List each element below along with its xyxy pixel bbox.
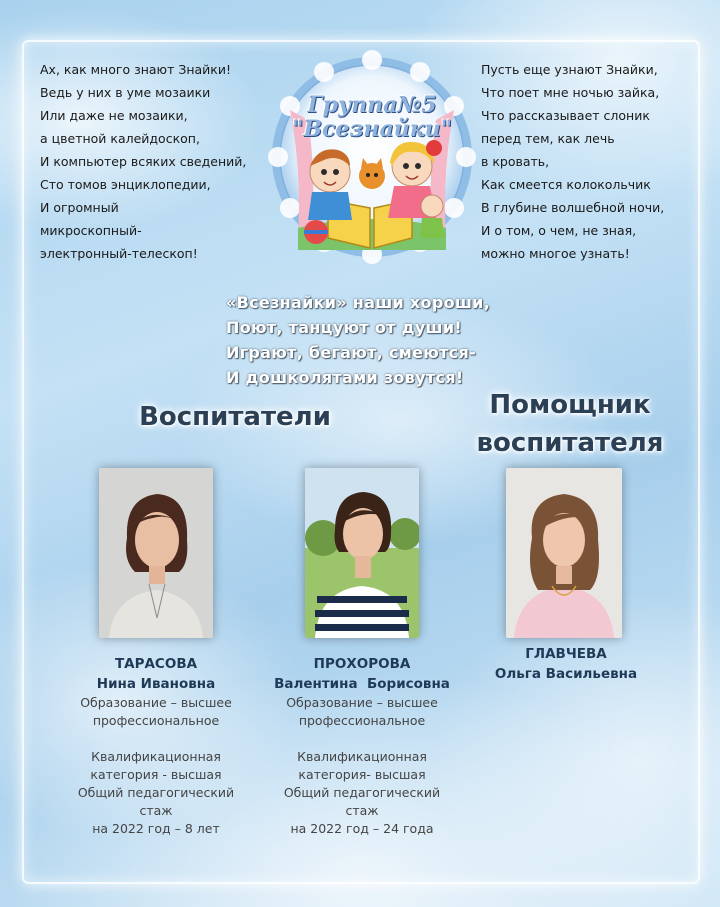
- staff-education: Образование – высшее: [286, 695, 438, 710]
- staff-experience-cont: стаж: [345, 803, 379, 818]
- heading-assistant-line2: воспитателя: [476, 428, 664, 458]
- staff-surname: ПРОХОРОВА: [313, 656, 411, 672]
- logo-title-line2: "Всезнайки": [291, 116, 453, 142]
- heading-educators: Воспитатели: [139, 402, 331, 432]
- staff-given-name: Ольга Васильевна: [494, 666, 638, 682]
- staff-education-cont: профессиональное: [92, 713, 220, 728]
- poem-line: Что рассказывает слоник: [481, 108, 650, 123]
- poem-line: Ведь у них в уме мозаики: [40, 85, 211, 100]
- staff-experience-value: на 2022 год – 8 лет: [92, 821, 220, 836]
- verse-line: Играют, бегают, смеются-: [226, 343, 476, 362]
- poem-line: Как смеется колокольчик: [481, 177, 651, 192]
- staff-card-glavcheva: [466, 644, 666, 684]
- poem-line: Пусть еще узнают Знайки,: [481, 62, 658, 77]
- staff-category: Квалификационная: [91, 749, 221, 764]
- heading-assistant-line1: Помощник: [489, 390, 651, 420]
- poem-line: перед тем, как лечь: [481, 131, 615, 146]
- group-logo: [268, 50, 476, 264]
- poem-line: Что поет мне ночью зайка,: [481, 85, 660, 100]
- poem-line: в кровать,: [481, 154, 550, 169]
- poem-left: [40, 58, 246, 265]
- staff-surname: ТАРАСОВА: [114, 656, 198, 672]
- poem-line: микроскопный-: [40, 223, 142, 238]
- staff-given-name: Валентина Борисовна: [274, 676, 450, 692]
- verse-line: «Всезнайки» наши хороши,: [226, 293, 491, 312]
- poem-line: а цветной калейдоскоп,: [40, 131, 200, 146]
- photo-prohorova: [305, 468, 419, 638]
- staff-category-cont: категория - высшая: [90, 767, 222, 782]
- verse-line: И дошколятами зовутся!: [226, 368, 464, 387]
- poem-right: [481, 58, 664, 265]
- verse-line: Поют, танцуют от души!: [226, 318, 462, 337]
- staff-given-name: Нина Ивановна: [96, 676, 216, 692]
- staff-card-tarasova: [56, 654, 256, 838]
- staff-experience-cont: стаж: [139, 803, 173, 818]
- poem-line: И о том, о чем, не зная,: [481, 223, 637, 238]
- logo-title-line1: Группа№5: [307, 92, 437, 118]
- staff-experience: Общий педагогический: [77, 785, 235, 800]
- poem-line: И огромный: [40, 200, 119, 215]
- poem-line: Или даже не мозаики,: [40, 108, 188, 123]
- logo-illustration: [268, 50, 476, 264]
- staff-experience-value: на 2022 год – 24 года: [290, 821, 434, 836]
- poem-line: И компьютер всяких сведений,: [40, 154, 247, 169]
- staff-education: Образование – высшее: [80, 695, 232, 710]
- staff-experience: Общий педагогический: [283, 785, 441, 800]
- staff-card-prohorova: [262, 654, 462, 838]
- photo-glavcheva: [506, 468, 622, 638]
- poem-line: можно многое узнать!: [481, 246, 630, 261]
- staff-category-cont: категория- высшая: [298, 767, 426, 782]
- poem-line: В глубине волшебной ночи,: [481, 200, 665, 215]
- photo-tarasova: [99, 468, 213, 638]
- poem-line: электронный-телескоп!: [40, 246, 198, 261]
- staff-category: Квалификационная: [297, 749, 427, 764]
- staff-surname: ГЛАВЧЕВА: [525, 646, 607, 662]
- group-verse: [226, 290, 490, 390]
- heading-assistant: [460, 386, 680, 462]
- poem-line: Сто томов энциклопедии,: [40, 177, 211, 192]
- poem-line: Ах, как много знают Знайки!: [40, 62, 231, 77]
- staff-education-cont: профессиональное: [298, 713, 426, 728]
